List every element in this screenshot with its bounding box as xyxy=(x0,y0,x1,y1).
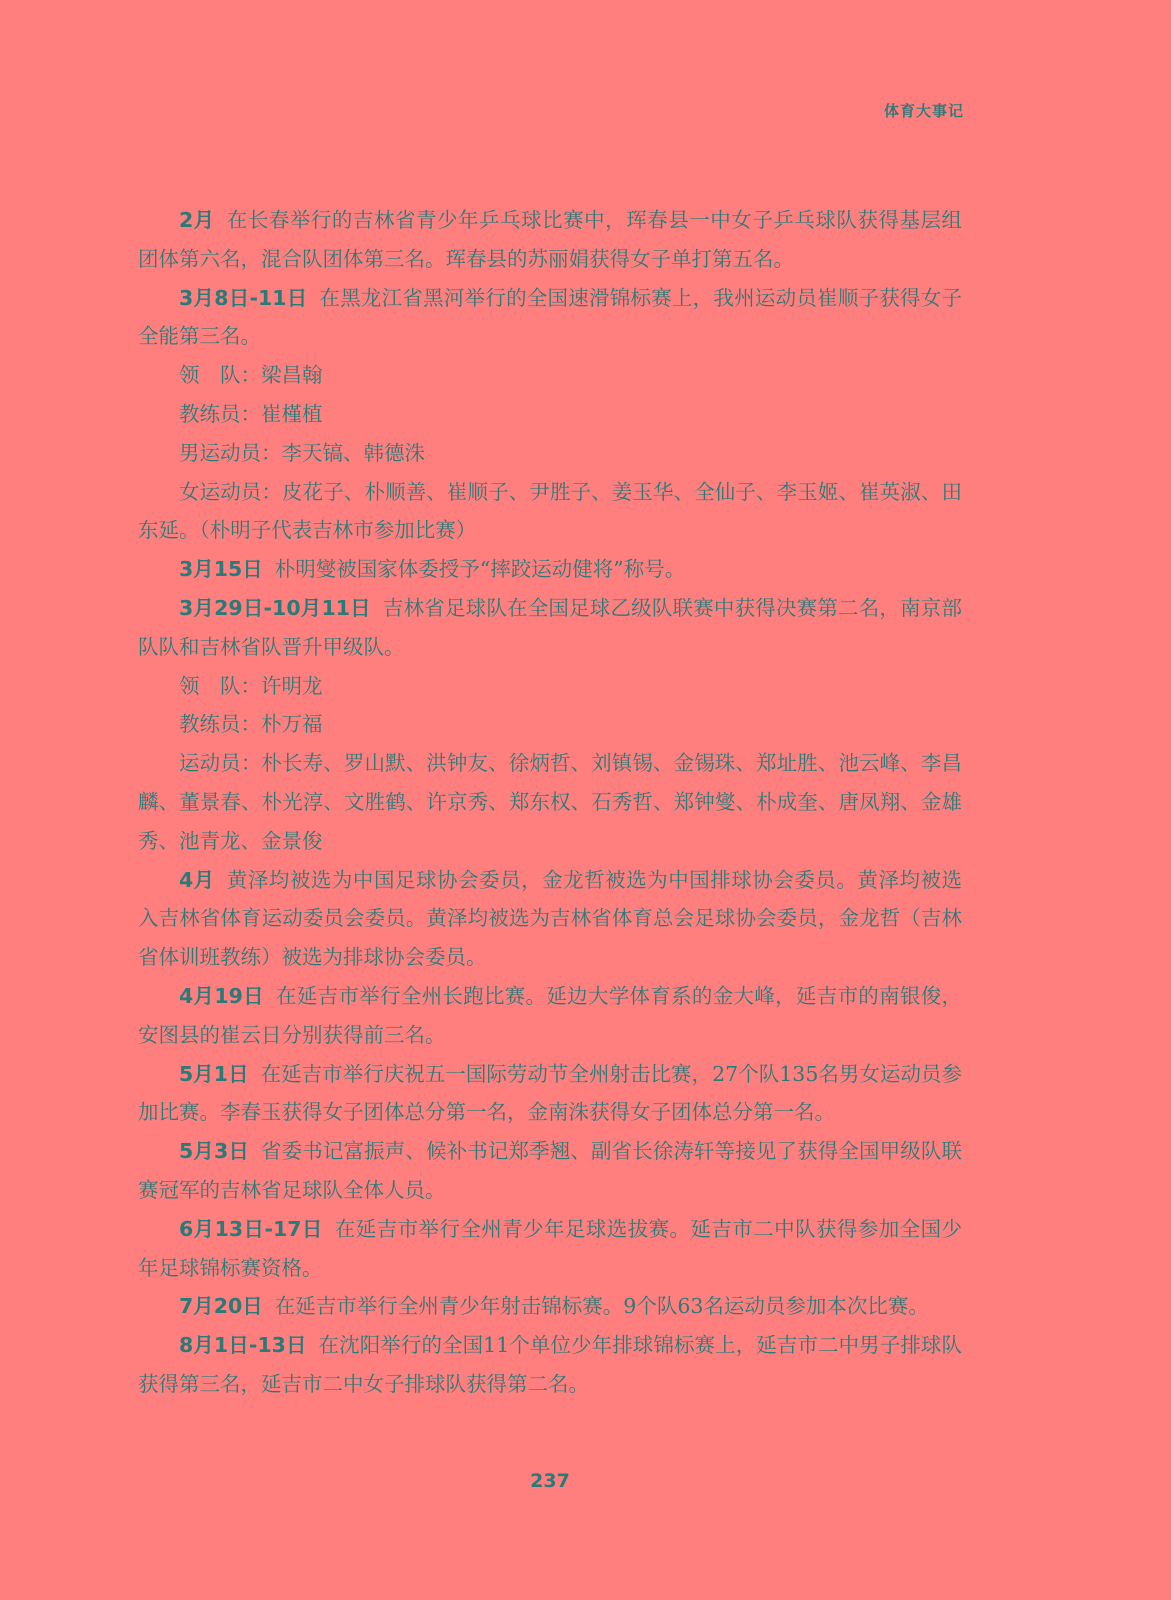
entry-date: 7月20日 xyxy=(179,1294,263,1319)
entry-text: 吉林省足球队在全国足球乙级队联赛中获得决赛第二名，南京部队队和吉林省队晋升甲级队。 xyxy=(138,595,962,659)
entry-text: 在黑龙江省黑河举行的全国速滑锦标赛上，我州运动员崔顺子获得女子全能第三名。 xyxy=(138,285,962,349)
entry-date: 3月8日-11日 xyxy=(179,285,308,310)
entry-paragraph xyxy=(138,1055,962,1133)
roster-line xyxy=(138,356,962,395)
entry-text: 在长春举行的吉林省青少年乒乓球比赛中，珲春县一中女子乒乓球队获得基层组团体第六名，混合队团体第三名。珲春县的苏丽娟获得女子单打第五名。 xyxy=(138,208,963,271)
entry-text: 领 队：梁昌翰 xyxy=(179,363,323,388)
entry-text: 男运动员：李天镐、韩德洙 xyxy=(179,440,425,465)
roster-line xyxy=(138,434,962,473)
entry-date: 2月 xyxy=(179,208,215,232)
entry-text: 在延吉市举行全州长跑比赛。延边大学体育系的金大峰，延吉市的南银俊，安图县的崔云日分别获得前三名。 xyxy=(138,983,962,1047)
roster-line xyxy=(138,395,962,434)
entry-paragraph xyxy=(138,279,962,357)
entry-date: 4月19日 xyxy=(179,983,264,1008)
roster-line xyxy=(138,473,962,551)
roster-line xyxy=(138,744,962,860)
entry-text: 朴明燮被国家体委授予“摔跤运动健将”称号。 xyxy=(274,557,686,582)
entry-paragraph xyxy=(138,1326,962,1404)
entry-date: 3月15日 xyxy=(179,557,263,582)
entry-paragraph xyxy=(138,977,962,1055)
entry-paragraph xyxy=(138,201,962,279)
entry-text: 省委书记富振声、候补书记郑季翘、副省长徐涛轩等接见了获得全国甲级队联赛冠军的吉林省足球队全体人员。 xyxy=(138,1139,962,1202)
chronicle-body xyxy=(138,201,962,1404)
entry-text: 在延吉市举行庆祝五一国际劳动节全州射击比赛，27个队135名男女运动员参加比赛。李春玉获得女子团体总分第一名，金南洙获得女子团体总分第一名。 xyxy=(138,1061,963,1125)
entry-paragraph xyxy=(138,1287,962,1326)
entry-text: 教练员：朴万福 xyxy=(179,712,323,737)
entry-text: 在延吉市举行全州青少年射击锦标赛。9个队63名运动员参加本次比赛。 xyxy=(274,1294,929,1319)
entry-date: 4月 xyxy=(179,867,215,892)
entry-text: 在沈阳举行的全国11个单位少年排球锦标赛上，延吉市二中男子排球队获得第三名，延吉市二中女子排球队获得第二名。 xyxy=(138,1333,962,1396)
entry-text: 教练员：崔槿植 xyxy=(179,401,323,426)
entry-date: 8月1日-13日 xyxy=(179,1333,307,1358)
entry-paragraph xyxy=(138,861,962,977)
roster-line xyxy=(138,667,962,706)
entry-text: 黄泽均被选为中国足球协会委员，金龙哲被选为中国排球协会委员。黄泽均被选入吉林省体育运动委员会委员。黄泽均被选为吉林省体育总会足球协会委员，金龙哲（吉林省体训班教练）被选为排球协会委员。 xyxy=(138,867,963,970)
page-number: 237 xyxy=(530,1470,570,1492)
entry-text: 运动员：朴长寿、罗山默、洪钟友、徐炳哲、刘镇锡、金锡珠、郑址胜、池云峰、李昌麟、董景春、朴光淳、文胜鹤、许京秀、郑东权、石秀哲、郑钟燮、朴成奎、唐凤翔、金雄秀、池青龙、金景俊 xyxy=(138,751,962,853)
entry-text: 领 队：许明龙 xyxy=(179,673,323,698)
entry-paragraph xyxy=(138,589,962,667)
entry-date: 3月29日-10月11日 xyxy=(179,595,371,620)
entry-date: 6月13日-17日 xyxy=(179,1216,323,1241)
entry-text: 在延吉市举行全州青少年足球选拔赛。延吉市二中队获得参加全国少年足球锦标赛资格。 xyxy=(138,1216,962,1280)
entry-date: 5月3日 xyxy=(179,1139,250,1164)
running-header: 体育大事记 xyxy=(883,102,964,120)
entry-date: 5月1日 xyxy=(179,1061,249,1086)
entry-paragraph xyxy=(138,1132,962,1210)
entry-paragraph xyxy=(138,1210,962,1288)
entry-text: 女运动员：皮花子、朴顺善、崔顺子、尹胜子、姜玉华、全仙子、李玉姬、崔英淑、田东延。（朴明子代表吉林市参加比赛） xyxy=(138,479,962,543)
roster-line xyxy=(138,705,962,744)
entry-paragraph xyxy=(138,550,962,589)
